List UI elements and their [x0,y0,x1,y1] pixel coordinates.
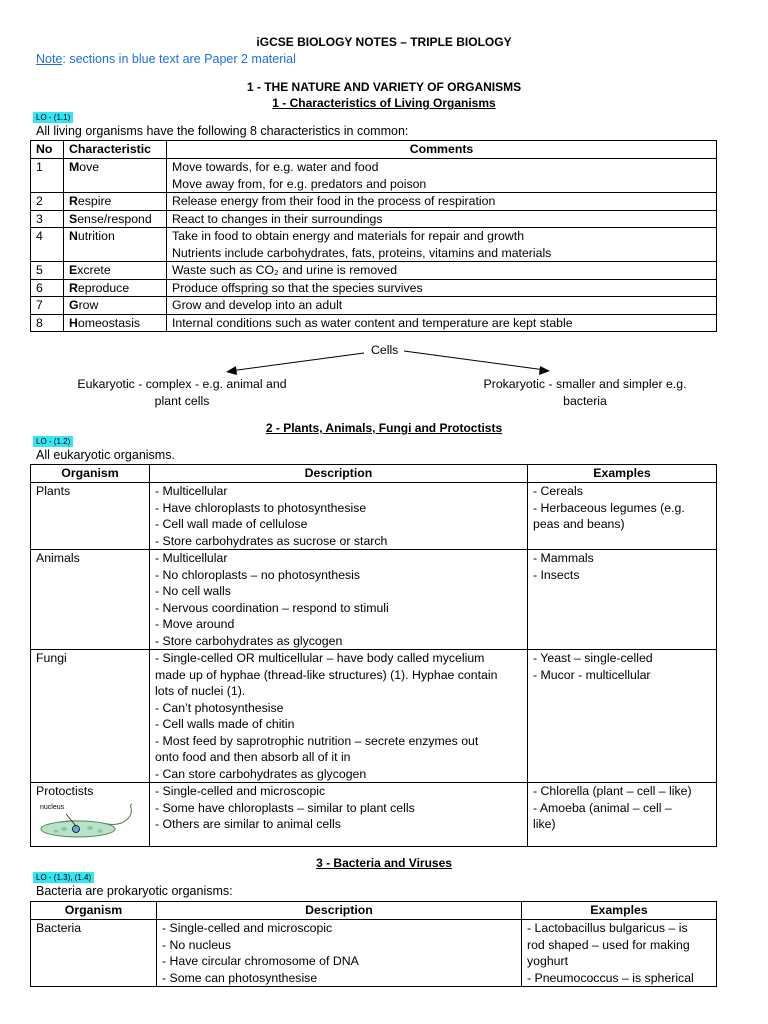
section3-heading-text: 3 - Bacteria and Viruses [316,856,452,870]
comments-cell-line: Waste such as CO₂ and urine is removed [172,263,398,277]
examples-cell-line: - Cereals [533,484,583,498]
table-header-row [31,465,717,483]
lo-badge-1: LO - (1.1) [33,112,73,123]
section2-heading [0,421,768,435]
description-cell-line: - Some can photosynthesise [162,970,318,985]
row-number: 6 [31,279,64,297]
characteristic-initial: S [69,211,78,226]
comments-cell-line: Move towards, for e.g. water and food [172,160,379,174]
section2-heading-text: 2 - Plants, Animals, Fungi and Protoctists [265,421,503,435]
description-cell-line: - Some have chloroplasts – similar to plant cells [155,800,415,815]
characteristic-initial: E [69,263,78,277]
row-number: 8 [31,314,64,332]
arrow-to-eukaryotic [230,353,364,371]
section1-subheading-text: 1 - Characteristics of Living Organisms [272,96,496,110]
description-cell [150,783,528,847]
comments-cell-line: Internal conditions such as water content and temperature are kept stable [172,315,573,330]
characteristic-initial: R [69,194,78,208]
description-cell [157,920,522,987]
section2-intro: All eukaryotic organisms. [36,448,175,462]
row-number: 2 [31,193,64,211]
description-cell-line: - No cell walls [155,584,231,598]
arrowhead-left [226,366,237,375]
column-header: Examples [522,902,717,920]
table-row [31,550,717,650]
description-cell-line: - Move around [155,617,235,631]
examples-cell [528,550,717,650]
organism-name: Protoctists [36,784,94,798]
table-header-row [31,902,717,920]
cells-arrows [0,0,768,420]
description-cell-line: - Multicellular [155,484,228,498]
eukaryotic-line: Eukaryotic - complex - e.g. animal and [77,377,287,391]
comments-cell-line: Nutrients include carbohydrates, fats, proteins, vitamins and materials [172,245,552,260]
row-number: 7 [31,297,64,315]
row-number: 3 [31,210,64,228]
description-cell-line: - Single-celled and microscopic [162,921,333,935]
organism-cell [31,650,150,783]
description-cell-line: - Others are similar to animal cells [155,817,341,831]
bacteria-table [30,901,717,987]
description-cell [150,483,528,550]
characteristic-initial: H [69,315,78,330]
comments-cell-line: Move away from, for e.g. predators and poison [172,176,427,191]
characteristic-rest: espire [77,194,112,208]
organism-name: Animals [36,551,80,565]
table-row [31,650,717,783]
characteristic-rest: row [78,298,99,312]
description-cell-line: made up of hyphae (thread-like structures) (1). Hyphae contain [155,667,498,682]
characteristic-initial: N [69,229,78,243]
column-header: Characteristic [64,141,167,159]
protoctist-diagram [36,802,144,847]
description-cell-line: - No nucleus [162,937,232,952]
comments-cell-line: React to changes in their surroundings [172,211,383,226]
comments-cell-line: Release energy from their food in the process of respiration [172,194,496,208]
comments-cell-line: Take in food to obtain energy and materials for repair and growth [172,229,525,243]
description-cell-line: - Nervous coordination – respond to stimuli [155,600,389,615]
eukaryotic-line: plant cells [154,393,210,408]
examples-cell-line: rod shaped – used for making [527,937,690,952]
description-cell [150,550,528,650]
lo-badge-3: LO - (1.3), (1.4) [33,872,94,883]
column-header: Comments [167,141,717,159]
table-row [31,783,717,847]
examples-cell-line: - Pneumococcus – is spherical [527,970,694,985]
row-number: 1 [31,159,64,193]
description-cell-line: - Store carbohydrates as sucrose or starch [155,533,388,548]
lo-badge-2: LO - (1.2) [33,436,73,447]
description-cell-line: - Most feed by saprotrophic nutrition – secrete enzymes out [155,733,479,748]
examples-cell-line: - Herbaceous legumes (e.g. [533,500,685,515]
examples-cell-line: like) [533,817,556,831]
description-cell [150,650,528,783]
table-row [31,483,717,550]
organism-cell [31,783,150,847]
characteristic-rest: ense/respond [77,211,152,226]
column-header: No [31,141,64,159]
cells-root-label: Cells [371,343,399,357]
examples-cell-line: - Insects [533,567,580,582]
description-cell-line: - No chloroplasts – no photosynthesis [155,567,361,582]
examples-cell-line: peas and beans) [533,517,625,531]
examples-cell [522,920,717,987]
description-cell-line: - Can store carbohydrates as glycogen [155,766,367,781]
prokaryotic-branch [470,376,700,409]
examples-cell-line: yoghurt [527,954,569,968]
comments-cell-line: Produce offspring so that the species survives [172,280,423,295]
section3-heading [0,856,768,870]
organism-cell: Bacteria [31,920,157,987]
characteristic-rest: ove [79,160,100,174]
description-cell-line: - Single-celled OR multicellular – have body called mycelium [155,651,485,665]
examples-cell-line: - Mucor - multicellular [533,667,651,682]
description-cell-line: onto food and then absorb all of it in [155,750,351,764]
section1-heading: 1 - THE NATURE AND VARIETY OF ORGANISMS [246,80,522,94]
description-cell-line: - Single-celled and microscopic [155,784,326,798]
characteristic-rest: xcrete [77,263,111,277]
examples-cell-line: - Chlorella (plant – cell – like) [533,784,692,798]
arrow-to-prokaryotic [404,351,545,370]
organism-name: Fungi [36,651,67,665]
table-row [31,920,717,987]
organism-cell [31,483,150,550]
prokaryotic-line: Prokaryotic - smaller and simpler e.g. [483,377,687,391]
characteristic-initial: R [69,280,78,295]
row-number: 4 [31,228,64,262]
section3-intro: Bacteria are prokaryotic organisms: [36,884,233,898]
description-cell-line: - Cell walls made of chitin [155,717,295,731]
description-cell-line: lots of nuclei (1). [155,684,246,698]
note-text: : sections in blue text are Paper 2 material [62,52,296,66]
row-number: 5 [31,262,64,280]
column-header: Description [157,902,522,920]
examples-cell [528,783,717,847]
examples-cell [528,650,717,783]
note-label: Note [36,52,63,66]
description-cell-line: - Can’t photosynthesise [155,700,284,715]
examples-cell-line: - Mammals [533,551,594,565]
document-title: iGCSE BIOLOGY NOTES – TRIPLE BIOLOGY [256,35,512,49]
section1-intro: All living organisms have the following 8 characteristics in common: [36,124,409,138]
characteristic-rest: omeostasis [77,315,141,330]
column-header: Description [150,465,528,483]
prokaryotic-line: bacteria [563,393,607,408]
column-header: Examples [528,465,717,483]
description-cell-line: - Multicellular [155,551,228,565]
organism-cell [31,550,150,650]
comments-cell-line: Grow and develop into an adult [172,298,343,312]
diagram-label: nucleus [40,803,65,811]
characteristic-rest: utrition [77,229,115,243]
examples-cell-line: - Lactobacillus bulgaricus – is [527,921,688,935]
eukaryotic-branch [60,376,304,409]
description-cell-line: - Have circular chromosome of DNA [162,954,359,968]
description-cell-line: - Store carbohydrates as glycogen [155,633,343,648]
examples-cell-line: - Amoeba (animal – cell – [533,800,672,815]
characteristic-initial: G [69,298,79,312]
description-cell-line: - Have chloroplasts to photosynthesise [155,500,367,515]
characteristic-rest: eproduce [77,280,130,295]
examples-cell [528,483,717,550]
examples-cell-line: - Yeast – single-celled [533,651,653,665]
arrowhead-right [539,366,550,375]
organisms-table [30,464,717,847]
description-cell-line: - Cell wall made of cellulose [155,517,308,531]
organism-name: Plants [36,484,71,498]
characteristic-initial: M [69,160,80,174]
column-header: Organism [31,465,150,483]
column-header: Organism [31,902,157,920]
